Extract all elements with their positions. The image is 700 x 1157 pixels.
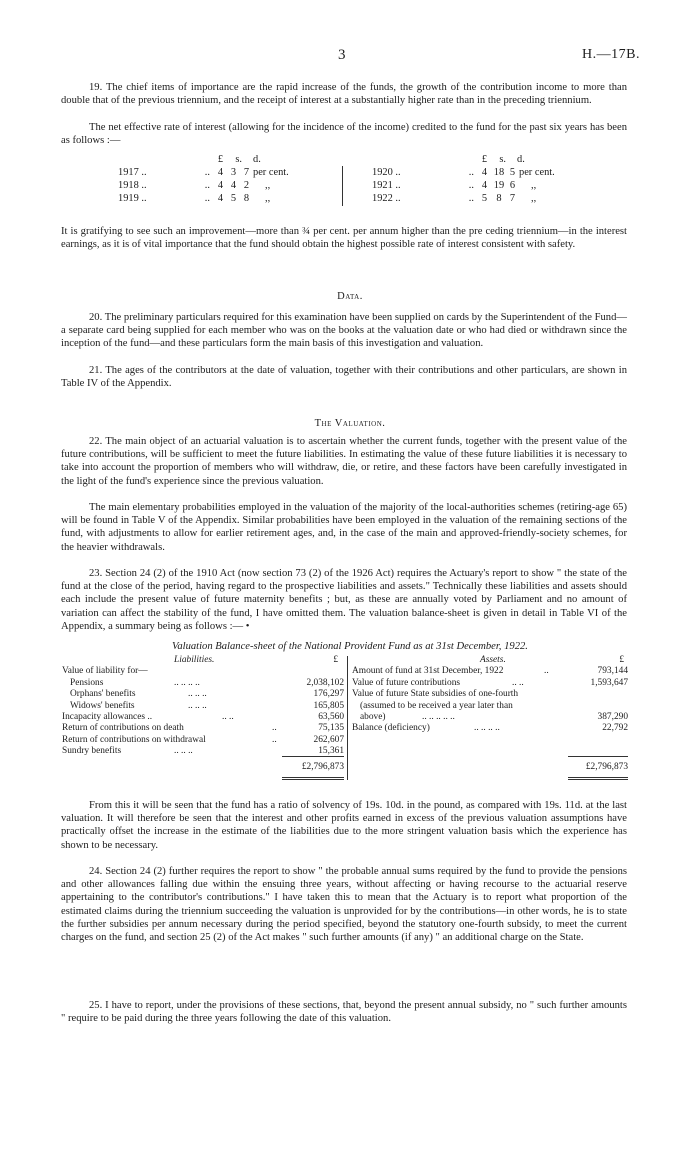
document-reference: H.—17B. (582, 47, 640, 62)
asset-row: Value of future contributions .. .. 1,593,647 (352, 677, 628, 688)
liabilities-currency: £ (333, 655, 338, 665)
liability-row: Orphans' benefits .. .. .. 176,297 (70, 689, 344, 700)
assets-total: £2,796,873 (585, 762, 628, 772)
paragraph-19: 19. The chief items of importance are the rapid increase of the funds, the growth of the contribution income to more than double that of the previous triennium, and the receipt of interest at a substantially higher rate than in the preceding triennium. (61, 82, 627, 107)
rate-row: 1917 .. .. 4 3 7 per cent. (118, 167, 289, 178)
liability-row: Pensions .. .. .. .. 2,038,102 (70, 677, 344, 688)
paragraph-19-rates-intro: The net effective rate of interest (allowing for the incidence of the income) credited to the fund for the past six years has been as follows :— (61, 122, 627, 147)
liability-row: Return of contributions on withdrawal .. 262,607 (62, 734, 344, 745)
assets-heading: Assets. (480, 655, 506, 665)
rates-left-col-headers: £ s. d. (217, 154, 261, 165)
asset-row: Balance (deficiency) .. .. .. .. 22,792 (352, 723, 628, 734)
liabilities-total-rule (282, 777, 344, 780)
liabilities-total: £2,796,873 (301, 762, 344, 772)
liability-row: Incapacity allowances .. .. .. 63,560 (62, 711, 344, 722)
balance-sheet-divider (347, 656, 348, 780)
asset-row: above) .. .. .. .. .. 387,290 (360, 711, 628, 722)
liability-row: Sundry benefits .. .. .. 15,361 (62, 746, 344, 757)
page-number: 3 (338, 47, 346, 63)
rate-row: 1921 .. .. 4 19 6 ,, (372, 180, 537, 191)
liabilities-heading: Liabilities. (174, 655, 215, 665)
rates-right-col-headers: £ s. d. (481, 154, 525, 165)
asset-row: (assumed to be received a year later than (360, 700, 513, 711)
liability-row: Return of contributions on death .. 75,135 (62, 723, 344, 734)
section-heading-data: Data. (337, 291, 363, 302)
paragraph-24: 24. Section 24 (2) further requires the report to show " the probable annual sums required by the fund to provide the pensions and other allowances falling due within the ensuing three years, without affecting or having recourse to the actuarial reserve appertaining to the contributor's contributions." I have taken this to mean that the Actuary is to report what proportion of the estimated claims during the triennium succeeding the valuation is unprovided for by the contributions—in other words, he is to state the further subsidies per annum necessary during the period specified, beyond the statutory one-fourth subsidy, to meet the current charges on the fund, and section 25 (2) of the Act makes " such further amounts (if any) " an additional charge on the State. (61, 866, 627, 944)
paragraph-23-solvency: From this it will be seen that the fund has a ratio of solvency of 19s. 10d. in the pound, as compared with 19s. 11d. at the last valuation. It will therefore be seen that the interest and other profits earned in excess of the previous valuation assumptions have practically offset the increase in the estimate of the liabilities due to the more stringent valuation basis which the experience has shown to be necessary. (61, 800, 627, 851)
balance-sheet-liabilities (62, 655, 344, 758)
liabilities-sum-line (282, 756, 344, 757)
paragraph-21: 21. The ages of the contributors at the date of valuation, together with their contributions and other particulars, are shown in Table IV of the Appendix. (61, 365, 627, 390)
assets-total-rule (568, 777, 628, 780)
paragraph-20: 20. The preliminary particulars required for this examination have been supplied on cards by the Superintendent of the Fund—a separate card being supplied for each member who was on the books at the valuation date or who had died or withdrawn since the inception of the fund—and these particulars form the main basis of this investigation and valuation. (61, 312, 627, 350)
asset-row: Value of future State subsidies of one-fourth (352, 689, 519, 700)
paragraph-22-probabilities: The main elementary probabilities employed in the valuation of the majority of the local-authorities schemes (retiring-age 65) will be found in Table V of the Appendix. Similar probabilities have been employed in the valuation of the remaining sections of the fund, with adjustments to allow for earlier retirement ages, and, in the case of the main and approved-friendly-society schemes, for the heavier withdrawals. (61, 502, 627, 553)
rate-row: 1920 .. .. 4 18 5 per cent. (372, 167, 555, 178)
liability-row: Widows' benefits .. .. .. 165,805 (70, 700, 344, 711)
paragraph-19-conclusion: It is gratifying to see such an improvement—more than ¾ per cent. per annum higher than the pre ceding triennium—in the interest earnings, as it is of vital importance that the fund should obtain the highest possible rate of interest consistent with safety. (61, 226, 627, 251)
paragraph-22: 22. The main object of an actuarial valuation is to ascertain whether the current funds, together with the present value of the future contributions, will be sufficient to meet the future liabilities. In estimating the value of these future liabilities it is necessary to take into account the proportion of members who will withdraw, die, or retire, and these factors have been carefully investigated in the light of the fund's experience since the previous valuation. (61, 436, 627, 487)
assets-currency: £ (619, 655, 624, 665)
paragraph-25: 25. I have to report, under the provisions of these sections, that, beyond the present annual subsidy, no " such further amounts " require to be paid during the three years following the date of this valuation. (61, 1000, 627, 1025)
rate-row: 1918 .. .. 4 4 2 ,, (118, 180, 271, 191)
rates-divider (342, 166, 343, 206)
balance-sheet-assets (352, 655, 628, 735)
paragraph-23: 23. Section 24 (2) of the 1910 Act (now section 73 (2) of the 1926 Act) requires the Actuary's report to show " the state of the fund at the close of the period, having regard to the prospective liabilities and assets." Technically these liabilities and assets should each include the present value of future maternity benefits ; but, as these are annually voted by Parliament and no amount of variation can affect the stability of the fund, I have omitted them. The valuation balance-sheet is given in detail in Table VI of the Appendix, a summary being as follows :— • (61, 568, 627, 632)
asset-row: Amount of fund at 31st December, 1922 .. 793,144 (352, 666, 628, 677)
rate-row: 1919 .. .. 4 5 8 ,, (118, 193, 271, 204)
liabilities-intro: Value of liability for— (62, 666, 148, 677)
balance-sheet-title: Valuation Balance-sheet of the National Provident Fund as at 31st December, 1922. (172, 641, 528, 652)
assets-sum-line (568, 756, 628, 757)
rate-row: 1922 .. .. 5 8 7 ,, (372, 193, 537, 204)
section-heading-valuation: The Valuation. (314, 418, 386, 429)
